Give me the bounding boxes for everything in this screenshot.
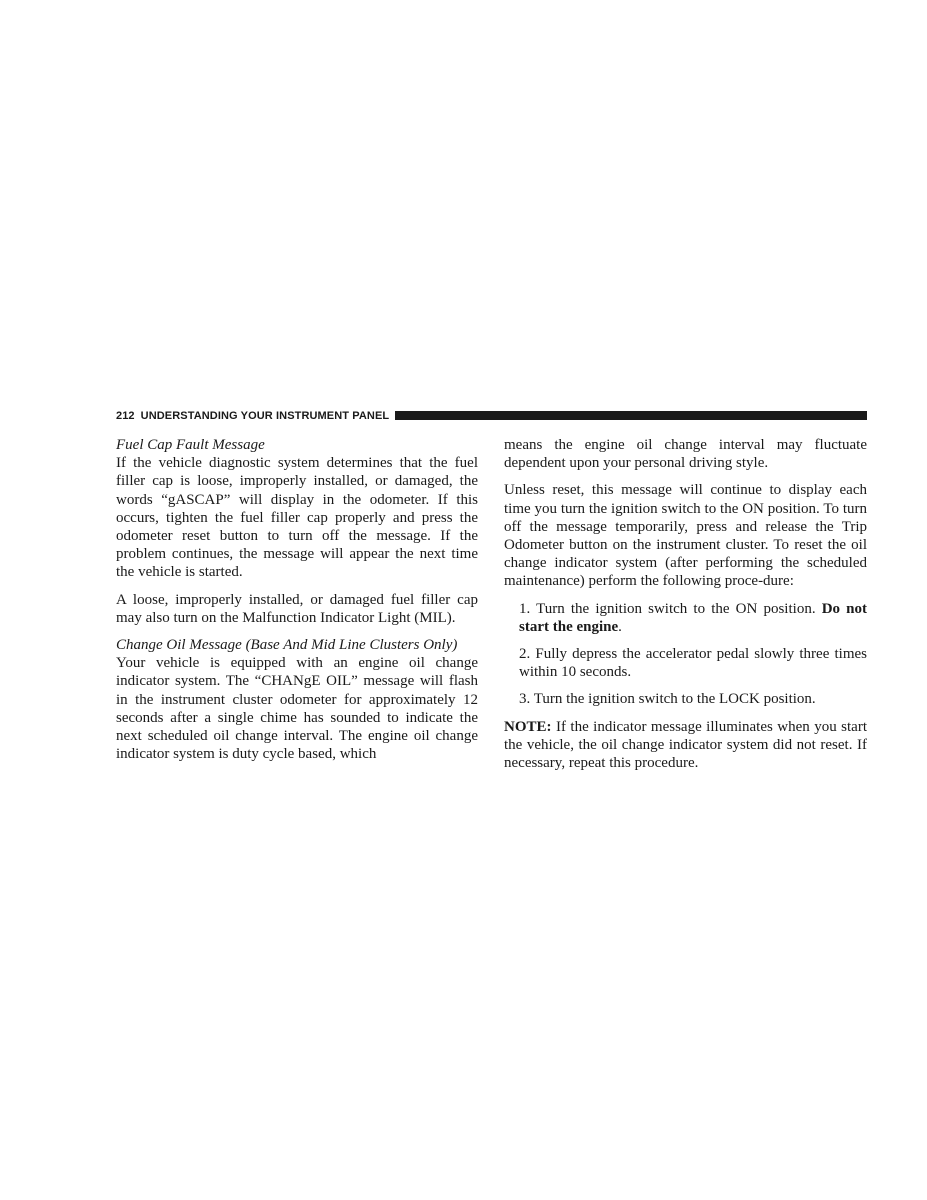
note-label: NOTE: (504, 718, 552, 735)
fuel-cap-paragraph-2: A loose, improperly installed, or damaged fuel filler cap may also turn on the Malfunction Indicator Light (MIL). (116, 591, 478, 626)
step-2: 2. Fully depress the accelerator pedal slowly three times within 10 seconds. (519, 646, 867, 681)
oil-message-paragraph: Your vehicle is equipped with an engine oil change indicator system. The “CHANgE OIL” message will flash in the instrument cluster odometer for approximately 12 seconds after a single chime has sounded to indicate the next scheduled oil change interval. The engine oil change indicator system is duty cycle based, which (116, 655, 478, 763)
right-column (504, 436, 867, 781)
step-3: 3. Turn the ignition switch to the LOCK position. (519, 691, 816, 708)
page-number: 212 (116, 409, 135, 422)
step-1-text: 1. Turn the ignition switch to the ON position. (519, 600, 822, 617)
step-1-tail: . (618, 618, 622, 635)
section-title: UNDERSTANDING YOUR INSTRUMENT PANEL (140, 409, 390, 422)
fuel-cap-paragraph-1: If the vehicle diagnostic system determines that the fuel filler cap is loose, improperly installed, or damaged, the words “gASCAP” will display in the odometer. If this occurs, tighten the fuel filler cap properly and press the odometer reset button to turn off the message. If the problem continues, the message will appear the next time the vehicle is started. (116, 455, 478, 581)
header-rule (395, 411, 867, 420)
oil-message-heading: Change Oil Message (Base And Mid Line Clusters Only) (116, 637, 458, 654)
reset-paragraph: Unless reset, this message will continue to display each time you turn the ignition switch to the ON position. To turn off the message temporarily, press and release the Trip Odometer button on the instrument cluster. To reset the oil change indicator system (after performing the scheduled maintenance) perform the following proce-dure: (504, 482, 867, 590)
note-text: If the indicator message illuminates when you start the vehicle, the oil change indicator system did not reset. If necessary, repeat this procedure. (504, 718, 867, 772)
page-header (116, 409, 867, 422)
fuel-cap-heading: Fuel Cap Fault Message (116, 437, 265, 453)
note-paragraph (504, 718, 867, 773)
step-1-bold: Do not start the engine (519, 600, 868, 635)
continued-paragraph: means the engine oil change interval may fluctuate dependent upon your personal driving style. (504, 437, 867, 472)
left-column (116, 436, 478, 772)
step-1 (519, 600, 867, 636)
